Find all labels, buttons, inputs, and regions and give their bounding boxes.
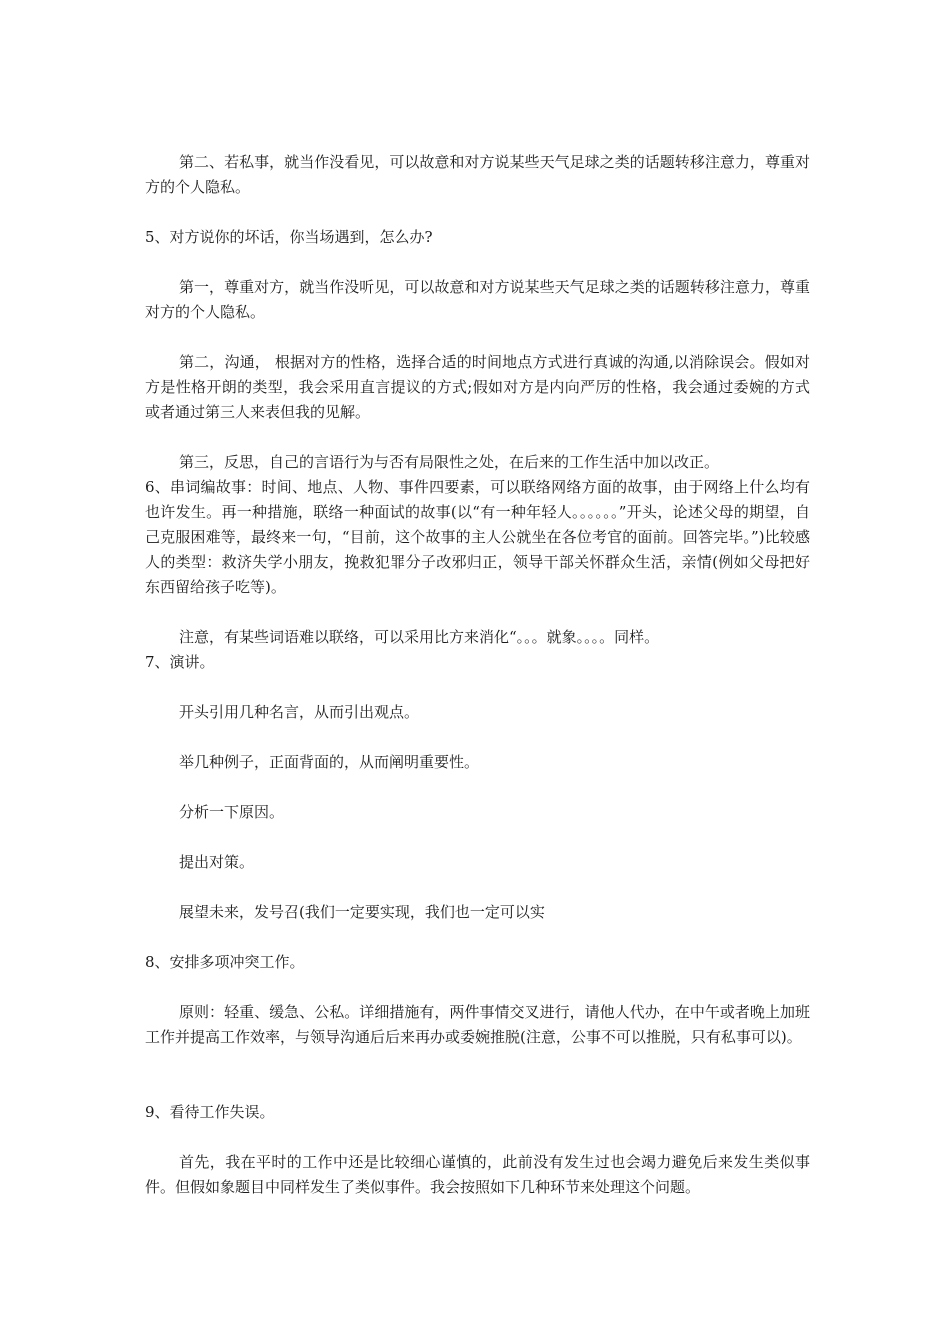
paragraph-work-mistake: 首先，我在平时的工作中还是比较细心谨慎的，此前没有发生过也会竭力避免后来发生类似事件。但假如象题目中同样发生了类似事件。我会按照如下几种环节来处理这个问题。 bbox=[145, 1153, 810, 1196]
paragraph-speech-examples: 举几种例子，正面背面的，从而阐明重要性。 bbox=[179, 753, 480, 771]
paragraph-speech-outlook: 展望未来，发号召(我们一定要实现，我们也一定可以实 bbox=[179, 903, 545, 921]
paragraph-private-matter: 第二、若私事，就当作没看见，可以故意和对方说某些天气足球之类的话题转移注意力，尊重对方的个人隐私。 bbox=[145, 153, 810, 196]
heading-item-9: 9、看待工作失误。 bbox=[145, 1103, 275, 1121]
paragraph-speech-opening: 开头引用几种名言，从而引出观点。 bbox=[179, 703, 420, 721]
paragraph-third-reflect: 第三，反思，自己的言语行为与否有局限性之处，在后来的工作生活中加以改正。 bbox=[179, 453, 720, 471]
paragraph-speech-analysis: 分析一下原因。 bbox=[179, 803, 285, 821]
paragraph-item-6-story: 6、串词编故事：时间、地点、人物、事件四要素，可以联络网络方面的故事，由于网络上什么均有也许发生。再一种措施，联络一种面试的故事(以“有一种年轻人。。。。。。”开头，论述父母的期望，自己克服困难等，最终来一句，“目前，这个故事的主人公就坐在各位考官的面前。回答完毕。”)比较感人的类型：救济失学小朋友，挽救犯罪分子改邪归正，领导干部关怀群众生活，亲情(例如父母把好东西留给孩子吃等)。 bbox=[145, 478, 810, 596]
paragraph-second-communicate: 第二，沟通， 根据对方的性格，选择合适的时间地点方式进行真诚的沟通,以消除误会。假如对方是性格开朗的类型，我会采用直言提议的方式;假如对方是内向严厉的性格，我会通过委婉的方式或者通过第三人来表但我的见解。 bbox=[145, 353, 810, 421]
paragraph-first-respect: 第一，尊重对方，就当作没听见，可以故意和对方说某些天气足球之类的话题转移注意力，尊重对方的个人隐私。 bbox=[145, 278, 810, 321]
heading-item-8: 8、安排多项冲突工作。 bbox=[145, 953, 305, 971]
paragraph-note: 注意，有某些词语难以联络，可以采用比方来消化“。。。就象。。。。同样。 bbox=[179, 628, 660, 646]
heading-item-5: 5、对方说你的坏话，你当场遇到，怎么办? bbox=[145, 228, 433, 246]
paragraph-principle: 原则：轻重、缓急、公私。详细措施有，两件事情交叉进行，请他人代办，在中午或者晚上加班工作并提高工作效率，与领导沟通后后来再办或委婉推脱(注意，公事不可以推脱，只有私事可以)。 bbox=[145, 1003, 810, 1046]
paragraph-speech-measures: 提出对策。 bbox=[179, 853, 255, 871]
heading-item-7: 7、演讲。 bbox=[145, 653, 215, 671]
